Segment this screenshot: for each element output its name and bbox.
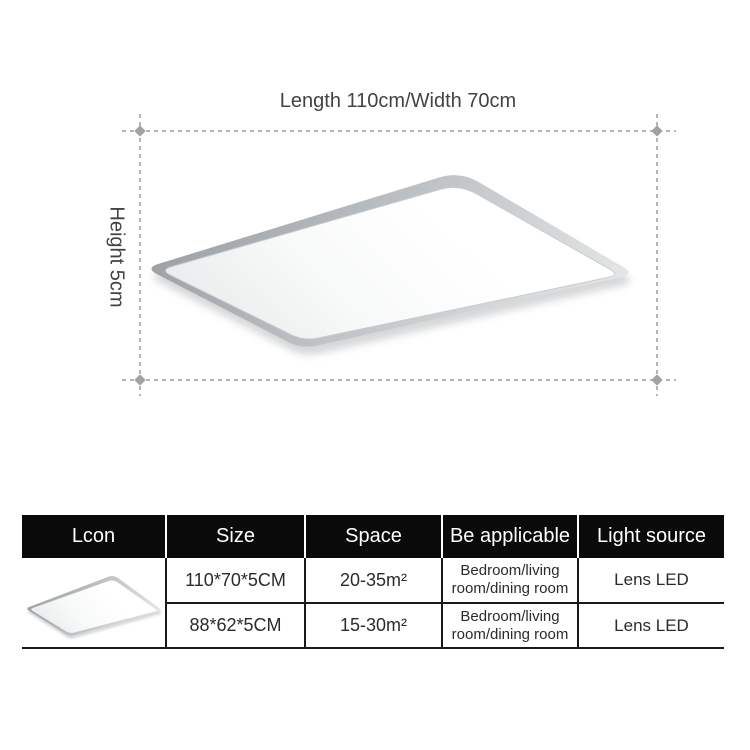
ceiling-lamp-image bbox=[140, 169, 640, 364]
column-header-light-source: Light source bbox=[578, 515, 724, 558]
spec-table bbox=[22, 515, 724, 649]
space-cell: 15-30m² bbox=[305, 603, 442, 648]
dimension-guide-top bbox=[122, 130, 676, 132]
column-header-applicable: Be applicable bbox=[442, 515, 578, 558]
product-thumbnail-cell bbox=[22, 558, 166, 648]
size-cell: 110*70*5CM bbox=[166, 558, 305, 603]
guide-marker-top-right-icon bbox=[651, 125, 662, 136]
guide-marker-bottom-right-icon bbox=[651, 374, 662, 385]
column-header-size: Size bbox=[166, 515, 305, 558]
applicable-cell: Bedroom/living room/dining room bbox=[442, 558, 578, 603]
guide-marker-top-left-icon bbox=[134, 125, 145, 136]
column-header-space: Space bbox=[305, 515, 442, 558]
applicable-cell: Bedroom/living room/dining room bbox=[442, 603, 578, 648]
dimension-label-height: Height 5cm bbox=[105, 206, 128, 308]
light-source-cell: Lens LED bbox=[578, 603, 724, 648]
spec-table-header-row bbox=[22, 515, 724, 558]
dimension-guide-bottom bbox=[122, 379, 676, 381]
table-row bbox=[22, 558, 724, 603]
column-header-icon: Lcon bbox=[22, 515, 166, 558]
size-cell: 88*62*5CM bbox=[166, 603, 305, 648]
dimension-guide-right bbox=[656, 114, 658, 396]
product-thumbnail-image bbox=[24, 574, 164, 640]
light-source-cell: Lens LED bbox=[578, 558, 724, 603]
space-cell: 20-35m² bbox=[305, 558, 442, 603]
dimension-label-length-width: Length 110cm/Width 70cm bbox=[279, 90, 517, 112]
guide-marker-bottom-left-icon bbox=[134, 374, 145, 385]
